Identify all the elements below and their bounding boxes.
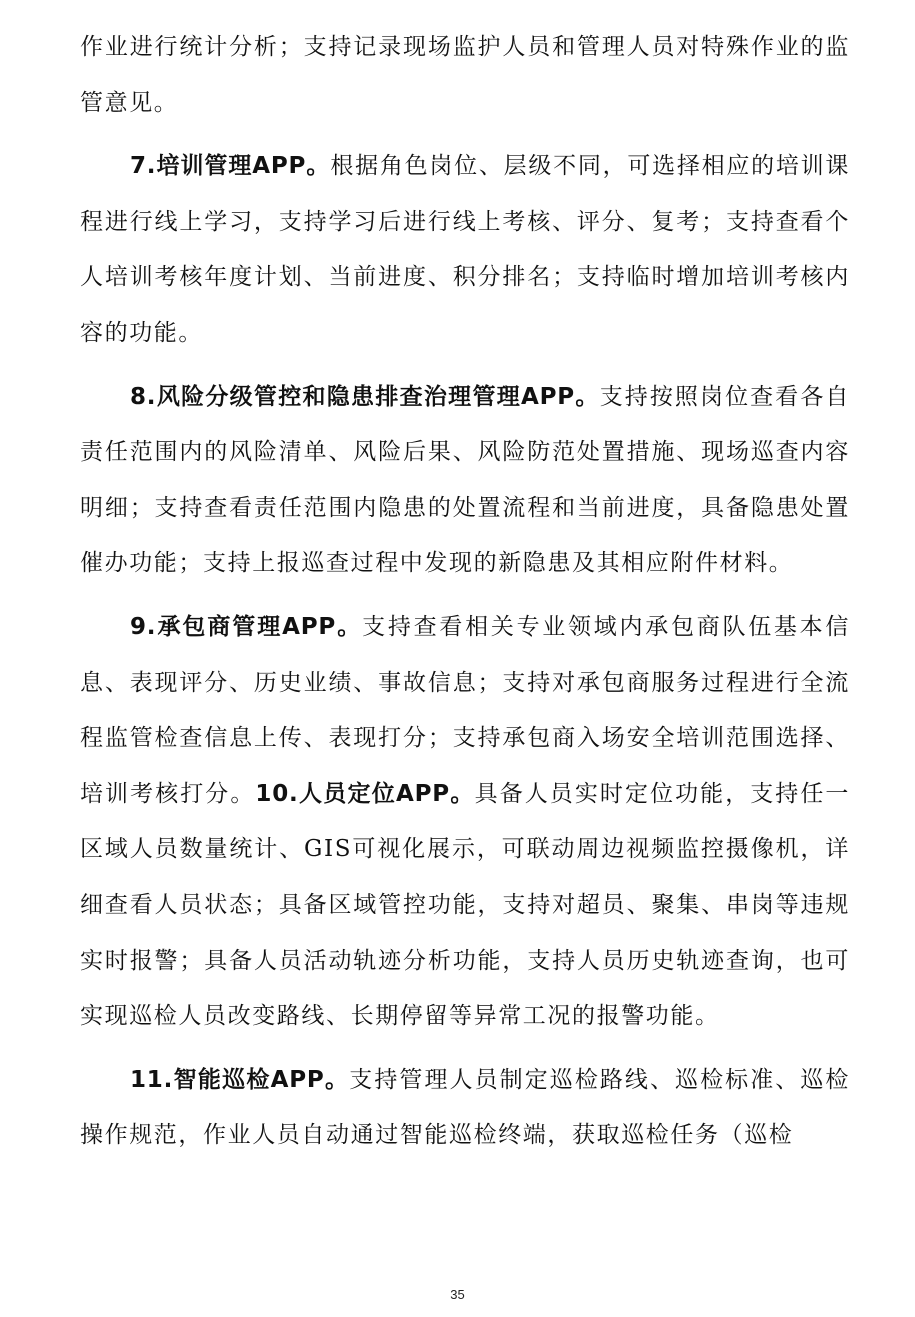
paragraph-body: 具备人员实时定位功能，支持任一区域人员数量统计、GIS可视化展示，可联动周边视频监控摄像机，详细查看人员状态；具备区域管控功能，支持对超员、聚集、串岗等违规实时报警；具备人员活动轨迹分析功能，支持人员历史轨迹查询，也可实现巡检人员改变路线、长期停留等异常工况的报警功能。: [80, 780, 851, 1030]
section-heading: 7.培训管理APP。: [130, 153, 331, 180]
paragraph-risk-hazard-app: [80, 370, 850, 592]
page-number: 35: [450, 1287, 465, 1302]
section-heading: 10.人员定位APP。: [255, 780, 475, 807]
paragraph-training-app: [80, 139, 850, 361]
section-heading: 8.风险分级管控和隐患排查治理管理APP。: [130, 383, 600, 410]
paragraph-body: 作业进行统计分析；支持记录现场监护人员和管理人员对特殊作业的监管意见。: [80, 34, 850, 116]
paragraph-body: 支持查看相关专业领域内承包商队伍基本信息、表现评分、历史业绩、事故信息；支持对承包商服务过程进行全流程监管检查信息上传、表现打分；支持承包商入场安全培训范围选择、培训考核打分。: [80, 613, 851, 807]
section-heading: 9.承包商管理APP。: [130, 613, 363, 640]
paragraph-inspection-app: [80, 1053, 850, 1164]
paragraph-contractor-app: [80, 600, 850, 1045]
paragraph-body: 支持管理人员制定巡检路线、巡检标准、巡检操作规范，作业人员自动通过智能巡检终端，获取巡检任务（巡检: [80, 1066, 851, 1149]
paragraph-body: 根据角色岗位、层级不同，可选择相应的培训课程进行线上学习，支持学习后进行线上考核、评分、复考；支持查看个人培训考核年度计划、当前进度、积分排名；支持临时增加培训考核内容的功能。: [80, 153, 850, 346]
body-text: [80, 20, 850, 1164]
section-heading: 11.智能巡检APP。: [130, 1066, 350, 1093]
paragraph-continuation: [80, 20, 850, 131]
paragraph-body: 支持按照岗位查看各自责任范围内的风险清单、风险后果、风险防范处置措施、现场巡查内容明细；支持查看责任范围内隐患的处置流程和当前进度，具备隐患处置催办功能；支持上报巡查过程中发现的新隐患及其相应附件材料。: [80, 383, 851, 577]
